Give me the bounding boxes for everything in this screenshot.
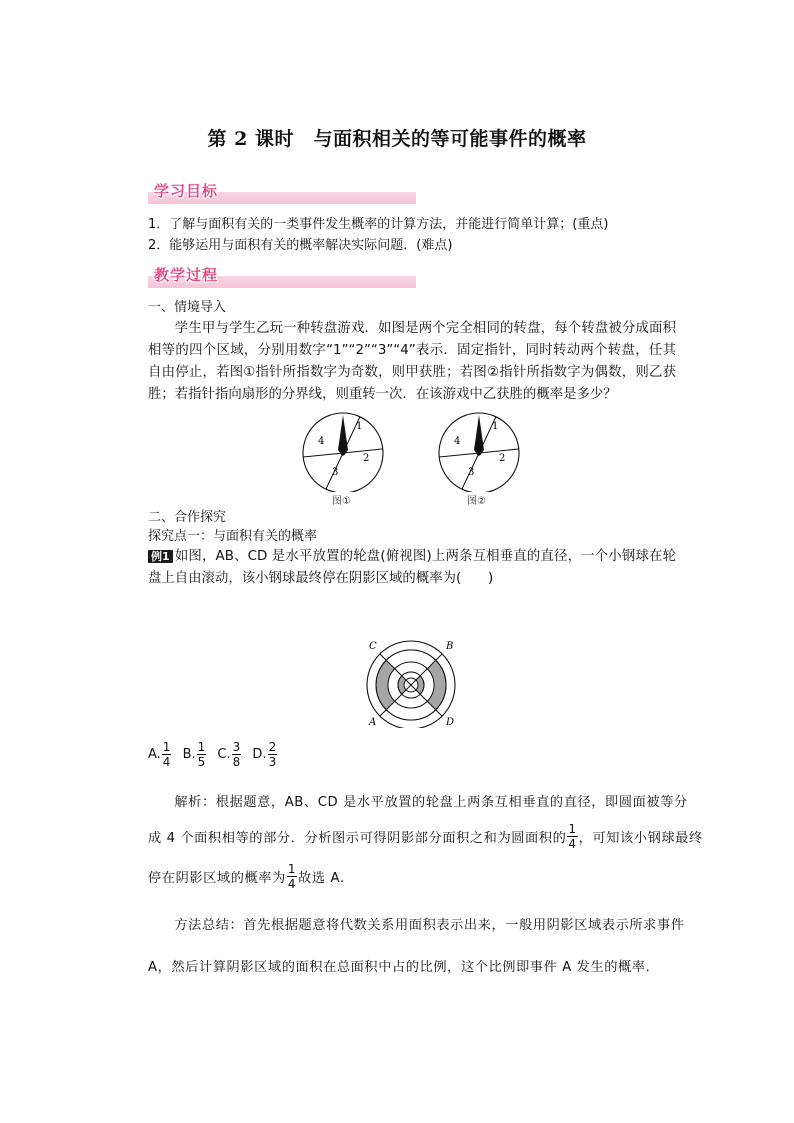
target-figure [360,638,464,728]
spinner-2-number: 3 [468,467,475,478]
example-1 [148,546,676,590]
spinner-figure-2 [436,412,530,492]
fraction-numerator: 1 [162,740,171,754]
fraction-numerator: 2 [268,740,277,754]
choice-fraction [197,740,207,769]
fraction-denominator: 4 [162,755,171,769]
spinner-2-number: 2 [499,453,506,464]
choice-d [252,740,278,769]
spinner-1-hub [341,451,346,456]
analysis-line-1: 解析：根据题意，AB、CD 是水平放置的轮盘上两条互相垂直的直径，即圆面被等分 [174,795,688,810]
objective-1: 1．了解与面积有关的一类事件发生概率的计算方法，并能进行简单计算；(重点) [148,217,609,232]
fraction-denominator: 4 [287,877,297,891]
spinner-2-number: 1 [492,421,499,432]
fraction-denominator: 8 [232,755,241,769]
analysis-text: 成 4 个面积相等的部分．分析图示可得阴影部分面积之和为圆面积的 [148,831,567,846]
choice-letter: C. [217,747,231,762]
method-line-2: A，然后计算阴影区域的面积在总面积中占的比例，这个比例即事件 A 发生的概率． [148,960,660,975]
fraction-denominator: 5 [197,755,206,769]
page-title: 第 2 课时 与面积相关的等可能事件的概率 [207,128,587,150]
objectives-heading: 学习目标 [154,182,219,200]
choice-b [183,740,208,769]
fraction-numerator: 1 [568,822,577,836]
fraction-numerator: 3 [232,740,241,754]
choice-letter: D. [252,747,267,762]
spinner-1-number: 3 [332,467,339,478]
spinner-2-hub [477,451,482,456]
process-banner [148,266,416,288]
spinner-2-number: 4 [454,436,461,447]
analysis-text: 停在阴影区域的概率为 [148,871,286,886]
analysis-line-3 [148,862,676,891]
point1-heading: 探究点一：与面积有关的概率 [148,529,318,544]
intro-paragraph: 学生甲与学生乙玩一种转盘游戏．如图是两个完全相同的转盘，每个转盘被分成面积相等的四个区域，分别用数字“1”“2”“3”“4”表示．固定指针，同时转动两个转盘，任其自由停止，若图①指针所指数字为奇数，则甲获胜；若图②指针所指数字为偶数，则乙获胜；若指针指向扇形的分界线，则重转一次．在该游戏中乙获胜的概率是多少？ [148,321,676,402]
objectives-banner [148,182,416,204]
analysis-line-2 [148,822,703,851]
analysis-text-tail: ，可知该小钢球最终 [578,831,703,846]
choice-letter: A. [148,747,161,762]
fraction-denominator: 4 [568,837,577,851]
label-c: C [369,641,377,652]
fraction-denominator: 3 [268,755,277,769]
spinner-1-number: 2 [363,453,370,464]
spinner-1-number: 4 [318,436,325,447]
choice-fraction [162,740,172,769]
spinner-1-caption: 图① [332,496,351,507]
analysis-fraction [567,822,577,851]
fraction-numerator: 1 [287,862,297,876]
choice-c [217,740,242,769]
answer-choices [148,740,284,769]
part1-heading: 一、情境导入 [148,300,227,315]
analysis-text-tail: 故选 A. [298,871,345,886]
choice-a [148,740,172,769]
choice-fraction [268,740,278,769]
example-text: 如图，AB、CD 是水平放置的轮盘(俯视图)上两条互相垂直的直径，一个小钢球在轮盘上自由滚动，该小钢球最终停在阴影区域的概率为( ) [148,549,676,586]
objective-2: 2．能够运用与面积有关的概率解决实际问题．(难点) [148,238,453,253]
label-b: B [446,641,454,652]
example-tag: 例1 [148,550,173,563]
spinner-1-number: 1 [356,421,363,432]
spinner-2-caption: 图② [467,496,486,507]
method-line-1: 方法总结：首先根据题意将代数关系用面积表示出来，一般用阴影区域表示所求事件 [174,918,685,933]
label-d: D [446,717,455,728]
choice-letter: B. [182,747,196,762]
label-a: A [369,717,377,728]
spinner-figure-1 [300,412,394,492]
choice-fraction [232,740,242,769]
analysis-fraction [287,862,297,891]
process-heading: 教学过程 [154,266,219,284]
part2-heading: 二、合作探究 [148,510,227,525]
fraction-numerator: 1 [197,740,206,754]
